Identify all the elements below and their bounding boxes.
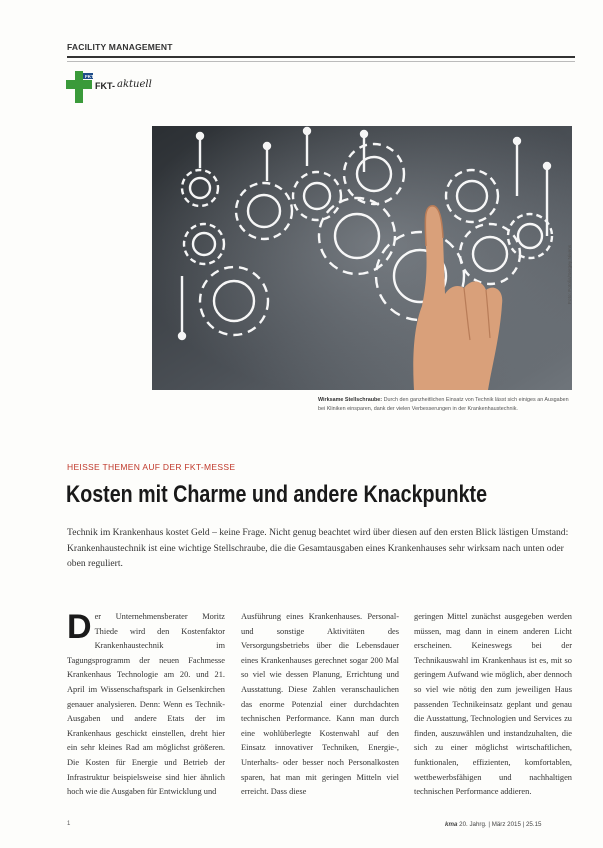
logo-text: FKT-	[95, 81, 115, 91]
article-column-1	[67, 610, 225, 800]
svg-text:FKT: FKT	[85, 74, 94, 79]
header-rule-thin	[67, 61, 575, 62]
photo-credit: Foto: Fotolia/Sergey Nivens	[568, 244, 573, 304]
page-mark: 1	[67, 821, 71, 827]
article-column-3: geringen Mittel zunächst ausgegeben werden müssen, mag dann in einem anderen Licht erscheinen. Keineswegs bei der Technikauswahl im Krankenhaus ist es, mit so geringem Aufwand wie möglich, aber dennoch so viel wie nötig den zum jeweiligen Haus passenden Technikeinsatz geplant und genau die Ausstattung, Technologien und Services zu finden, auszuwählen und instandzuhalten, die sich zu einer möglichst wirtschaftlichen, funktionalen, effizienten, komfortablen, wettbewerbsfähigen und nachhaltigen technischen Performance addieren.	[414, 612, 572, 797]
article-headline: Kosten mit Charme und andere Knackpunkte	[66, 481, 488, 508]
magazine-name: kma	[445, 821, 458, 828]
article-column-2: Ausführung eines Krankenhauses. Personal- und sonstige Aktivitäten des Versorgungsbetriebs über die Lebensdauer eines Krankenhauses gerechnet sogar 200 Mal so viel wie dessen Planung, Errichtung und Ausstattung. Diese Zahlen veranschaulichen das enorme Potenzial einer durchdachten technischen Performance. Kann man durch eine wohlüberlegte Kostenwahl auf den Einsatz innovativer Techniken, Energie-, Unterhalts- oder besser noch Personalkosten sparen, hat man mit geringen Mitteln viel erreicht. Dass diese	[241, 612, 399, 797]
column-1-text: er Unternehmensberater Moritz Thiede wird den Kostenfaktor Krankenhaustechnik im Tagungsprogramm der neuen Fachmesse Krankenhaus Technologie am 20. und 21. April im Wissenschaftspark in Gelsenkirchen genauer analysieren. Denn: Wenn es Technik-Ausgaben und andere Etats der im Krankenhaus geschickt einstellen, dreht hier ein sehr kleines Rad am möglichst größeren. Die Kosten für Energie und Betrieb der Infrastruktur beispielsweise sind hier ähnlich hoch wie die Ausgaben für Entwicklung und	[67, 612, 225, 797]
drop-cap: D	[67, 608, 92, 646]
header-rule	[67, 56, 575, 58]
caption-title: Wirksame Stellschraube:	[318, 397, 383, 403]
gears-illustration-icon	[152, 126, 572, 390]
article-lead: Technik im Krankenhaus kostet Geld – keine Frage. Nicht genug beachtet wird über diesen auf den ersten Blick lästigen Umstand: Krankenhaustechnik ist eine wichtige Stellschraube, die die Gesamtausgaben eines Krankenhauses sehr wirksam nach unten oder oben reguliert.	[67, 527, 569, 570]
gears-and-hand-image	[152, 126, 572, 390]
fkt-aktuell-logo	[65, 69, 205, 109]
image-caption	[318, 396, 576, 414]
article-kicker: HEISSE THEMEN AUF DER FKT-MESSE	[67, 462, 236, 472]
logo-script-text: aktuell	[117, 79, 152, 90]
page-footer	[445, 821, 541, 828]
caption-text: Durch den ganzheitlichen Einsatz von Technik lässt sich einiges an Ausgaben bei Kliniken einsparen, dank der vielen Verbesserungen in der Krankenhaustechnik.	[318, 397, 569, 412]
section-label: FACILITY MANAGEMENT	[67, 42, 173, 52]
issue-info: 20. Jahrg. | März 2015 | 25.15	[459, 821, 542, 828]
